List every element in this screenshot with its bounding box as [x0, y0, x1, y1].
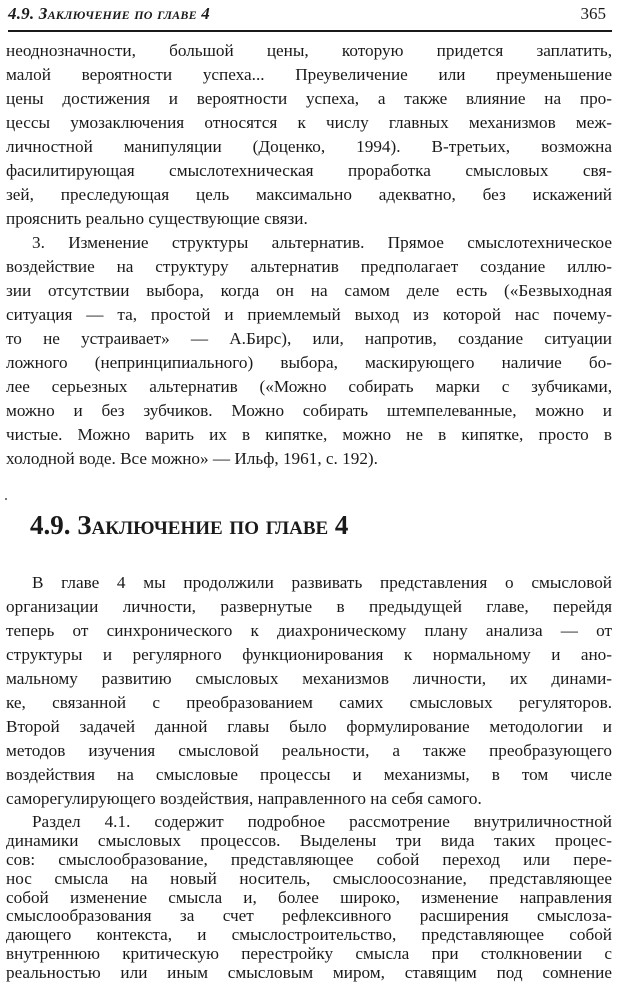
text-line: прояснить реально существующие связи.	[6, 209, 308, 228]
text-line: ложного (непринципиального) выбора, маскирующего наличие бо-	[6, 353, 612, 372]
text-line: нос смысла на новый носитель, смыслоосознание, представляющее	[6, 868, 612, 888]
text-line: ке, связанной с преобразованием самих смысловых регуляторов.	[6, 693, 612, 712]
text-line: ситуация — та, простой и приемлемый выход из которой нас почему-	[6, 305, 612, 324]
text-line: смыслообразования за счет рефлексивного расширения смыслоза-	[6, 906, 612, 926]
text-line: внутреннюю критическую перестройку смысла при столкновении с	[6, 944, 612, 964]
text-line: фасилитирующая смыслотехническая проработка смысловых свя-	[6, 161, 612, 180]
text-line: динамики смысловых процессов. Выделены три вида таких процес-	[6, 830, 612, 850]
running-title: 4.9. Заключение по главе 4	[8, 4, 210, 23]
paragraph-first-line: В главе 4 мы продолжили развивать представления о смысловой	[32, 573, 612, 592]
text-line: чистые. Можно варить их в кипятке, можно не в кипятке, просто в	[6, 425, 612, 444]
section-title: Заключение по главе 4	[77, 510, 349, 540]
text-line: то не устраивает» — А.Бирс), или, напротив, создание ситуации	[6, 329, 612, 348]
header-rule	[8, 30, 612, 32]
paragraph-first-line: Раздел 4.1. содержит подробное рассмотрение внутриличностной	[32, 812, 612, 831]
page-number: 365	[580, 4, 606, 23]
text-line: цессы умозаключения относятся к числу главных механизмов меж-	[6, 113, 612, 132]
text-line: собой изменение смысла и, более широко, изменение направления	[6, 887, 612, 907]
text-line: зии отсутствии выбора, когда он на самом деле есть («Безвыходная	[6, 281, 612, 300]
text-line: дающего контекста, и смыслостроительство, представляющее собой	[6, 925, 612, 945]
text-line: мальному развитию смысловых механизмов личности, их динами-	[6, 669, 612, 688]
text-line: малой вероятности успеха... Преувеличение или преуменьшение	[6, 65, 612, 84]
text-line: сов: смыслообразование, представляющее собой переход или пере-	[6, 849, 612, 869]
text-line: саморегулирующего воздействия, направленного на себя самого.	[6, 789, 482, 808]
text-line: теперь от синхронического к диахроническому плану анализа — от	[6, 621, 612, 640]
text-line: лее серьезных альтернатив («Можно собирать марки с зубчиками,	[6, 377, 612, 396]
text-line: неоднозначности, большой цены, которую придется заплатить,	[6, 41, 612, 60]
text-line: цены достижения и вероятности успеха, а также влияние на про-	[6, 89, 612, 108]
text-line: Второй задачей данной главы было формулирование методологии и	[6, 717, 612, 736]
section-number: 4.9.	[30, 510, 71, 540]
text-line: реальностью или иным смысловым миром, ставящим под сомнение	[6, 963, 612, 982]
text-line: можно и без зубчиков. Можно собирать штемпелеванные, можно и	[6, 401, 612, 420]
text-line: зей, преследующая цель максимально адекватно, без искажений	[6, 185, 612, 204]
running-head	[8, 4, 612, 28]
text-line: холодной воде. Все можно» — Ильф, 1961, с. 192).	[6, 449, 378, 468]
text-line: воздействия на смысловые процессы и механизмы, в том числе	[6, 765, 612, 784]
text-line: личностной манипуляции (Доценко, 1994). В-третьих, возможна	[6, 137, 612, 156]
text-line: методов изучения смысловой реальности, а также преобразующего	[6, 741, 612, 760]
paragraph-first-line: 3. Изменение структуры альтернатив. Прямое смыслотехническое	[32, 233, 612, 252]
text-line: структуры и регулярного функционирования к нормальному и ано-	[6, 645, 612, 664]
text-line: воздействие на структуру альтернатив предполагает создание иллю-	[6, 257, 612, 276]
scan-speck	[5, 498, 7, 500]
text-line: организации личности, развернутые в предыдущей главе, перейдя	[6, 597, 612, 616]
section-heading	[30, 508, 348, 542]
